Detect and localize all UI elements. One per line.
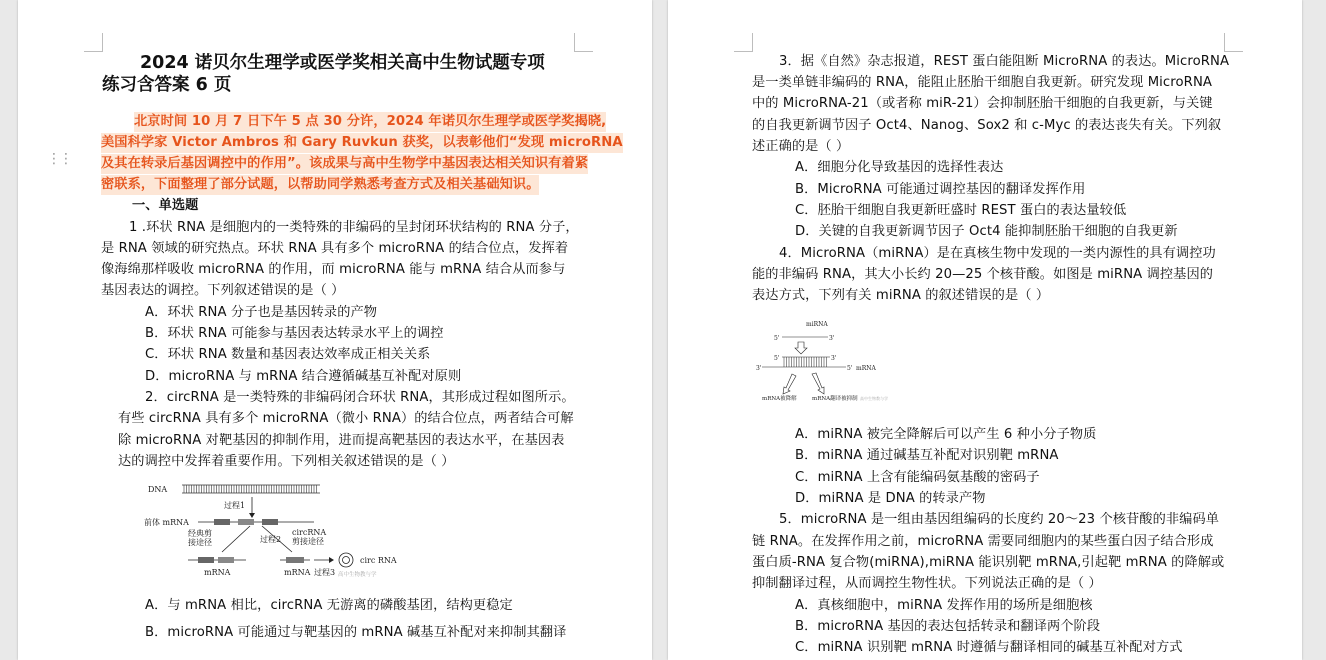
fig-circ-path-2: 剪接途径 — [292, 537, 324, 546]
option-a: A．细胞分化导致基因的选择性表达 — [795, 160, 1004, 175]
question-4-text: 能的非编码 RNA，其大小长约 20—25 个核苷酸。如图是 miRNA 调控基因的 — [752, 267, 1214, 282]
intro-line: 及其在转录后基因调控中的作用”。该成果与高中生物学中基因表达相关知识有着紧 — [101, 154, 588, 174]
option-b: B．环状 RNA 可能参与基因表达转录水平上的调控 — [145, 326, 444, 341]
question-3-text: 的自我更新调节因子 Oct4、Nanog、Sox2 和 c-Myc 的表达丧失有关。下列叙 — [752, 118, 1222, 133]
drag-handle-icon[interactable]: ⋮⋮ — [47, 151, 71, 167]
question-1: 1 .环状 RNA 是细胞内的一类特殊的非编码的呈封闭环状结构的 RNA 分子， — [129, 220, 579, 235]
question-1-text: 像海绵那样吸收 microRNA 的作用，而 microRNA 能与 mRNA 结合从而参与 — [101, 262, 566, 277]
fig2-5prime: 5' — [774, 335, 780, 342]
intro-line: 密联系，下面整理了部分试题，以帮助同学熟悉考查方式及相关基础知识。 — [101, 175, 539, 195]
question-2-text: 除 microRNA 对靶基因的抑制作用，进而提高靶基因的表达水平，在基因表 — [118, 433, 565, 448]
fig-pre-mrna: 前体 mRNA — [144, 518, 189, 527]
fig-dna-label: DNA — [148, 485, 168, 494]
question-2: 2．circRNA 是一类特殊的非编码闭合环状 RNA，其形成过程如图所示。 — [145, 390, 575, 405]
option-b: B．microRNA 可能通过与靶基因的 mRNA 碱基互补配对来抑制其翻译 — [145, 625, 567, 640]
question-5-text: 抑制翻译过程，从而调控生物性状。下列说法正确的是（ ） — [752, 576, 1102, 591]
question-3-text: 述正确的是（ ） — [752, 139, 850, 154]
question-1-text: 是 RNA 领域的研究热点。环状 RNA 具有多个 microRNA 的结合位点，发挥着 — [101, 241, 569, 256]
option-c: C．miRNA 上含有能编码氨基酸的密码子 — [795, 470, 1040, 485]
fig-classic-2: 接途径 — [188, 538, 212, 547]
circrna-formation-figure — [142, 478, 404, 580]
fig2-3prime-b: 3' — [831, 355, 837, 362]
crop-mark — [574, 33, 593, 52]
intro-line: 北京时间 10 月 7 日下午 5 点 30 分许，2024 年诺贝尔生理学或医学奖揭晓, — [134, 112, 606, 132]
doc-title: 2024 诺贝尔生理学或医学奖相关高中生物试题专项 — [140, 53, 545, 73]
question-2-text: 达的调控中发挥着重要作用。下列相关叙述错误的是（ ） — [118, 454, 455, 469]
mirna-regulation-figure — [754, 318, 888, 404]
question-5: 5．microRNA 是一组由基因组编码的长度约 20～23 个核苷酸的非编码单 — [779, 512, 1220, 527]
fig-mrna-1: mRNA — [204, 568, 231, 577]
fig-circ-path-1: circRNA — [292, 528, 327, 537]
option-b: B．MicroRNA 可能通过调控基因的翻译发挥作用 — [795, 182, 1086, 197]
fig-mrna-2: mRNA — [284, 568, 311, 577]
option-d: D．microRNA 与 mRNA 结合遵循碱基互补配对原则 — [145, 369, 462, 384]
section-heading: 一、单选题 — [132, 198, 199, 213]
crop-mark — [1224, 33, 1243, 52]
question-4-text: 表达方式，下列有关 miRNA 的叙述错误的是（ ） — [752, 288, 1050, 303]
fig2-5prime-c: 5' — [847, 365, 853, 372]
document-page-2 — [668, 0, 1302, 660]
option-d: D．关键的自我更新调节因子 Oct4 能抑制胚胎干细胞的自我更新 — [795, 224, 1178, 239]
fig2-5prime-b: 5' — [774, 355, 780, 362]
question-2-text: 有些 circRNA 具有多个 microRNA（微小 RNA）的结合位点，两者结合可解 — [118, 411, 574, 426]
fig2-mrna: mRNA — [856, 365, 876, 372]
option-c: C．环状 RNA 数量和基因表达效率成正相关关系 — [145, 347, 431, 362]
crop-mark — [84, 33, 103, 52]
fig-watermark: 高中生物教与学 — [338, 572, 377, 578]
fig-process-1: 过程1 — [224, 501, 246, 510]
fig-process-3: 过程3 — [314, 568, 336, 577]
fig2-mirna-label: miRNA — [806, 321, 828, 328]
option-c: C．胚胎干细胞自我更新旺盛时 REST 蛋白的表达量较低 — [795, 203, 1127, 218]
fig2-3prime: 3' — [829, 335, 835, 342]
question-3-text: 中的 MicroRNA-21（或者称 miR-21）会抑制胚胎干细胞的自我更新，与关键 — [752, 96, 1213, 111]
option-c: C．miRNA 识别靶 mRNA 时遵循与翻译相同的碱基互补配对方式 — [795, 640, 1183, 655]
fig-circ-rna: circ RNA — [360, 556, 397, 565]
fig2-3prime-c: 3' — [756, 365, 762, 372]
question-3: 3．据《自然》杂志报道，REST 蛋白能阻断 MicroRNA 的表达。MicroRNA — [779, 54, 1230, 69]
option-a: A．miRNA 被完全降解后可以产生 6 种小分子物质 — [795, 427, 1097, 442]
question-1-text: 基因表达的调控。下列叙述错误的是（ ） — [101, 283, 345, 298]
option-a: A．真核细胞中，miRNA 发挥作用的场所是细胞核 — [795, 598, 1093, 613]
fig-classic-1: 经典剪 — [188, 529, 212, 538]
question-4: 4．MicroRNA（miRNA）是在真核生物中发现的一类内源性的具有调控功 — [779, 246, 1216, 261]
option-a: A．与 mRNA 相比，circRNA 无游离的磷酸基团，结构更稳定 — [145, 598, 513, 613]
document-page-1 — [18, 0, 652, 660]
option-b: B．microRNA 基因的表达包括转录和翻译两个阶段 — [795, 619, 1101, 634]
crop-mark — [734, 33, 753, 52]
option-d: D．miRNA 是 DNA 的转录产物 — [795, 491, 986, 506]
fig-process-2: 过程2 — [260, 535, 282, 544]
intro-line: 美国科学家 Victor Ambros 和 Gary Ruvkun 获奖，以表彰他们“发现 microRNA — [101, 133, 623, 153]
fig2-degraded: mRNA被降解 — [762, 396, 797, 402]
fig2-watermark: 高中生物教与学 — [860, 396, 888, 401]
question-3-text: 是一类单链非编码的 RNA，能阻止胚胎干细胞自我更新。研究发现 MicroRNA — [752, 75, 1213, 90]
fig2-inhibited: mRNA翻译被抑制 — [812, 396, 858, 402]
question-5-text: 蛋白质-RNA 复合物(miRNA),miRNA 能识别靶 mRNA,引起靶 mRNA 的降解或 — [752, 555, 1225, 570]
option-b: B．miRNA 通过碱基互补配对识别靶 mRNA — [795, 448, 1059, 463]
doc-title-cont: 练习含答案 6 页 — [102, 75, 232, 95]
option-a: A．环状 RNA 分子也是基因转录的产物 — [145, 305, 378, 320]
question-5-text: 链 RNA。在发挥作用之前，microRNA 需要同细胞内的某些蛋白因子结合形成 — [752, 534, 1214, 549]
